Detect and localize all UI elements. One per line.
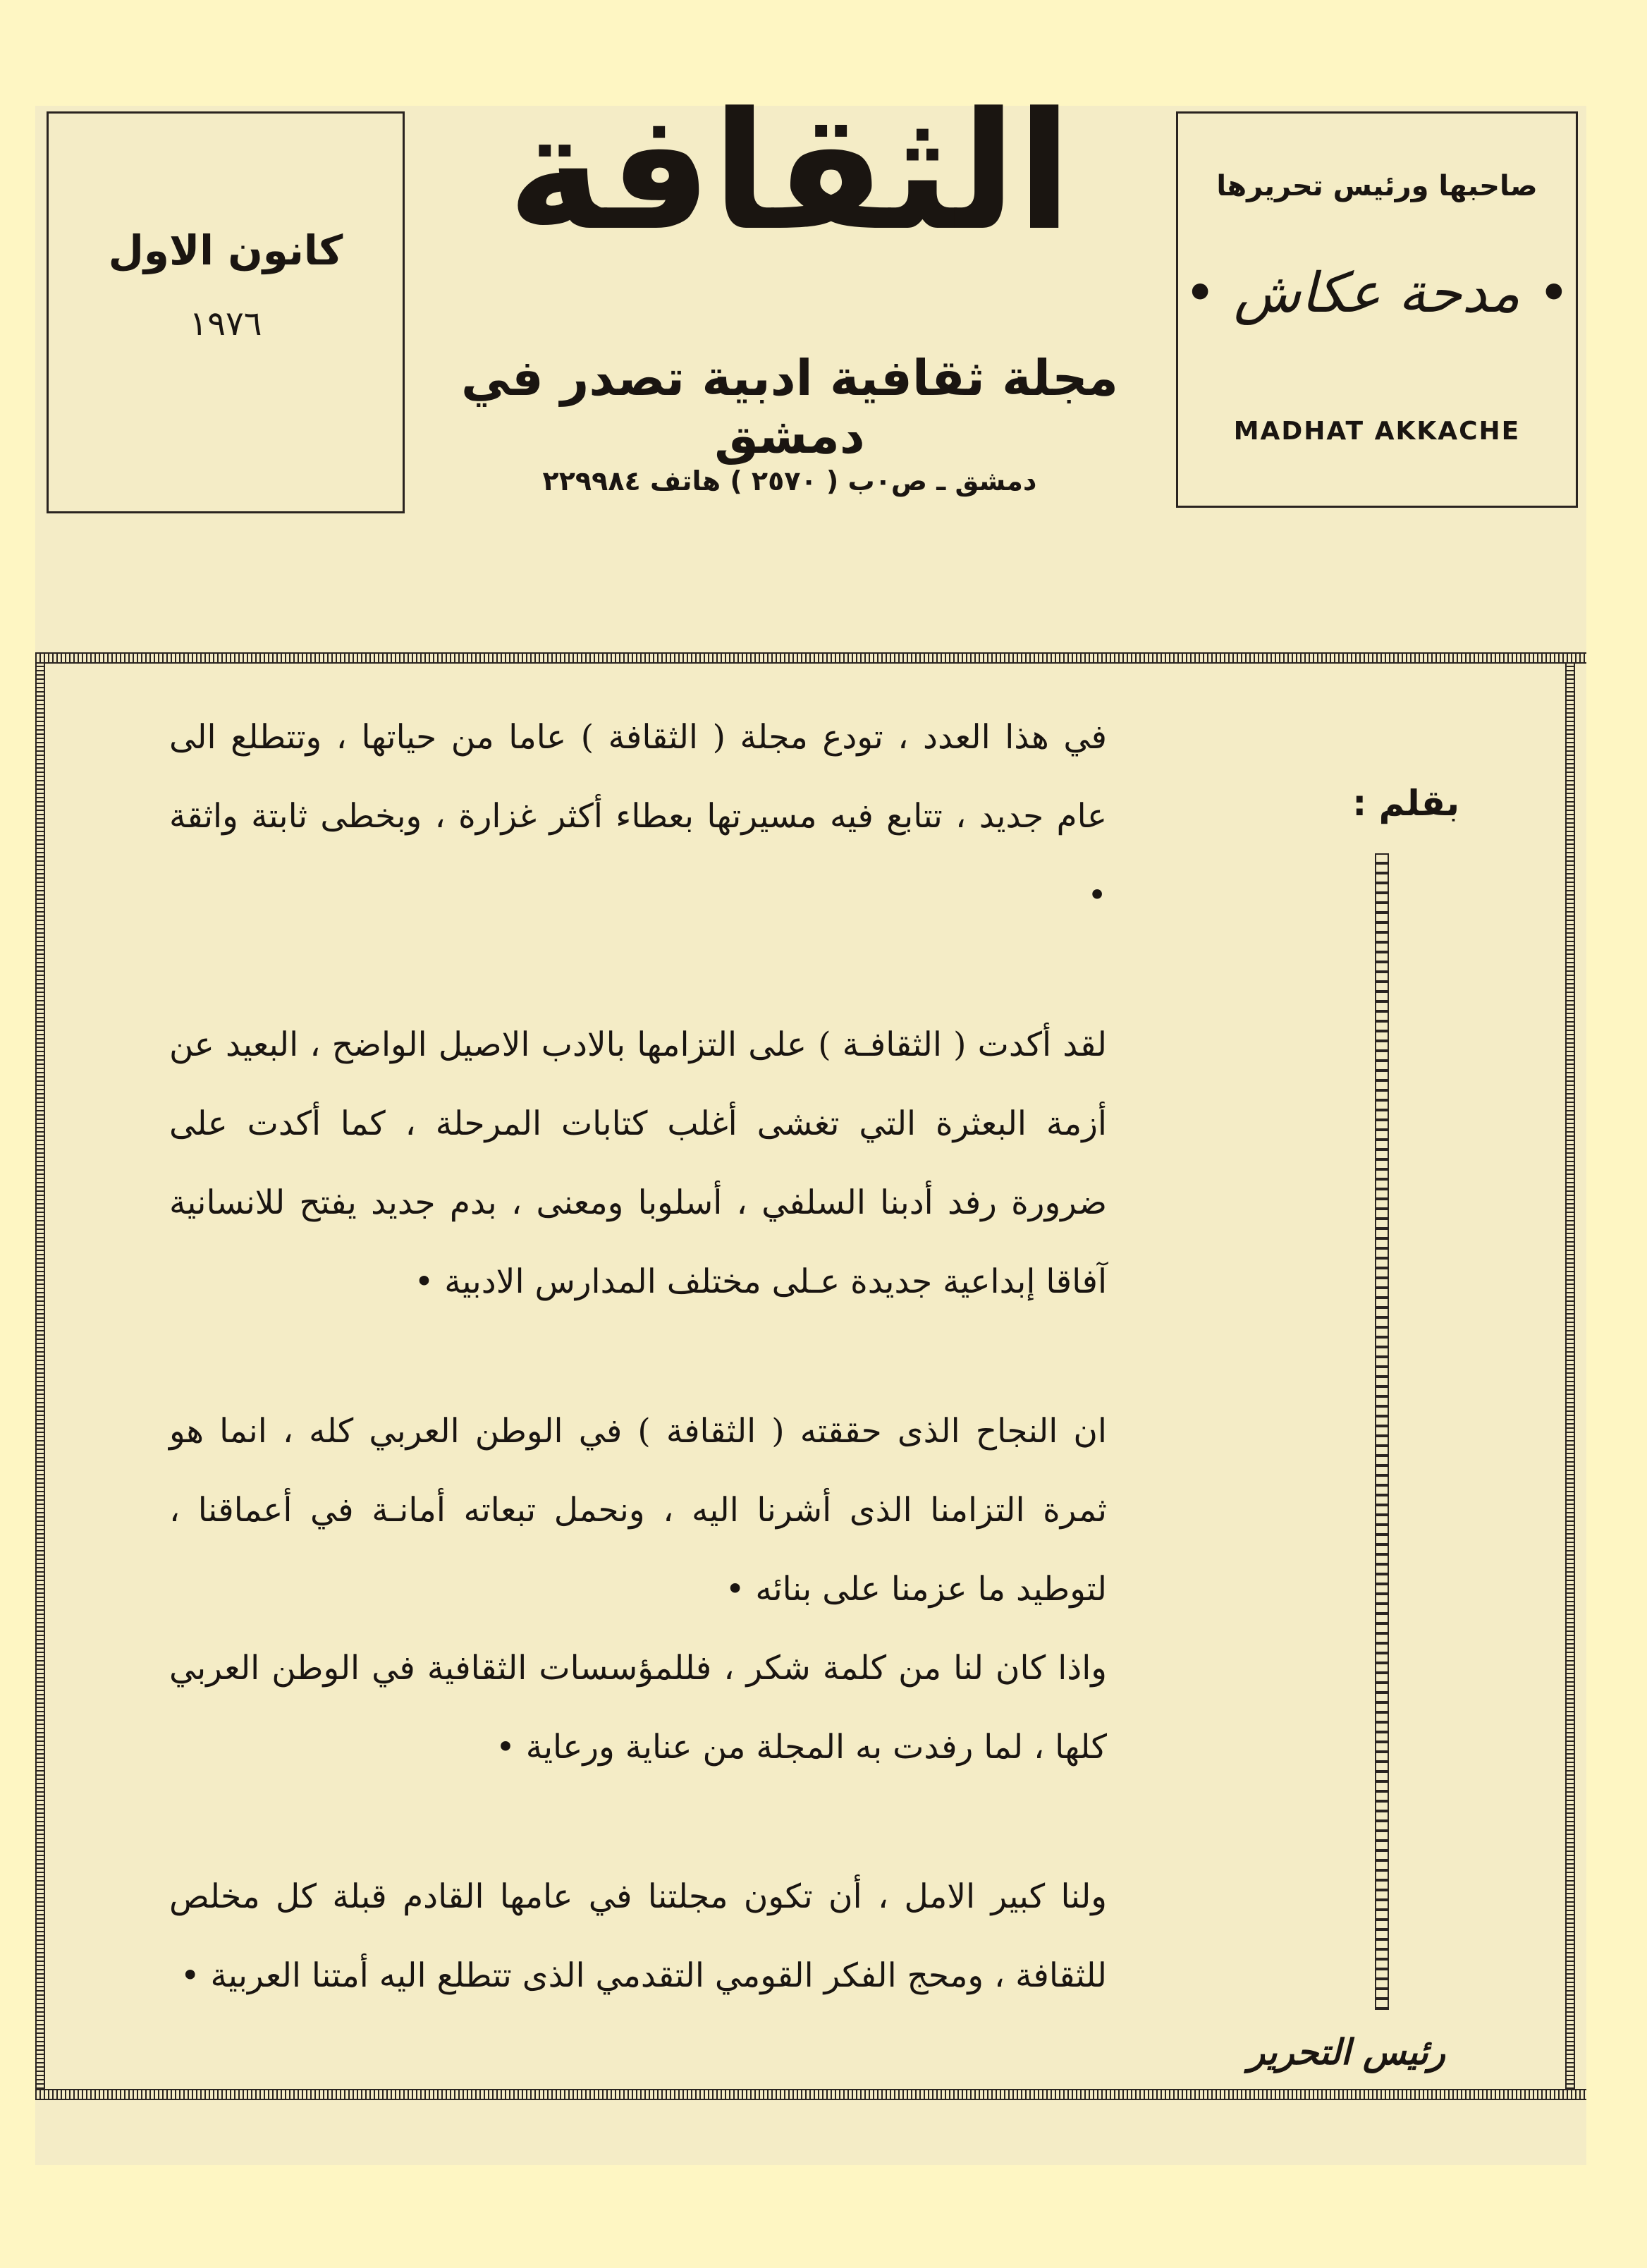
issue-month: كانون الاول (108, 226, 343, 274)
owner-latin-name: MADHAT AKKACHE (1233, 417, 1521, 446)
paragraph: في هذا العدد ، تودع مجلة ( الثقافة ) عاما من حياتها ، وتتطلع الى عام جديد ، تتابع فيه مسيرتها بعطاء أكثر غزارة ، وبخطى ثابتة واثقة • (169, 718, 1107, 915)
magazine-title: الثقافة (507, 78, 1072, 267)
paragraph: ان النجاح الذى حققته ( الثقافة ) في الوطن العربي كله ، انما هو ثمرة التزامنا الذى أشرنا اليه ، ونحمل تبعاته أمانـة في أعماقنا ، لتوطيد ما عزمنا على بنائه • (169, 1412, 1107, 1609)
editor-signature: رئيس التحرير (1248, 2031, 1445, 2073)
top-border-rule (35, 652, 1586, 664)
editorial-text (169, 698, 1107, 2086)
left-border-rule (35, 664, 45, 2089)
magazine-subtitle: مجلة ثقافية ادبية تصدر في دمشق (461, 349, 1118, 465)
magazine-page (35, 78, 1586, 2165)
right-border-rule (1565, 664, 1575, 2089)
paragraph: واذا كان لنا من كلمة شكر ، فللمؤسسات الثقافية في الوطن العربي كلها ، لما رفدت به المجلة من عناية ورعاية • (169, 1649, 1107, 1767)
owner-label: صاحبها ورئيس تحريرها (1216, 170, 1538, 202)
paragraph: لقد أكدت ( الثقافـة ) على التزامها بالادب الاصيل الواضح ، البعيد عن أزمة البعثرة التي تغشى أغلب كتابات المرحلة ، كما أكدت على ضرورة رفد أدبنا السلفي ، أسلوبا ومعنى ، بدم جديد يفتح للانسانية آفاقا إبداعية جديدة عـلى مختلف المدارس الادبية • (169, 1025, 1107, 1301)
bottom-border-rule (35, 2089, 1586, 2100)
issue-date-box (47, 111, 405, 513)
paragraph: ولنا كبير الامل ، أن تكون مجلتنا في عامها القادم قبلة كل مخلص للثقافة ، ومحج الفكر القومي التقدمي الذى تتطلع اليه أمتنا العربية • (169, 1877, 1107, 1995)
owner-box (1176, 111, 1578, 508)
decorative-chain-divider (1375, 853, 1389, 2010)
owner-signature: • مدحة عكاش • (1184, 262, 1570, 325)
byline: بقلم : (1352, 783, 1459, 824)
magazine-address: دمشق ـ ص٠ب ( ٢٥٧٠ ) هاتف ٢٢٩٩٨٤ (542, 465, 1037, 496)
issue-year: ١٩٧٦ (189, 304, 262, 343)
